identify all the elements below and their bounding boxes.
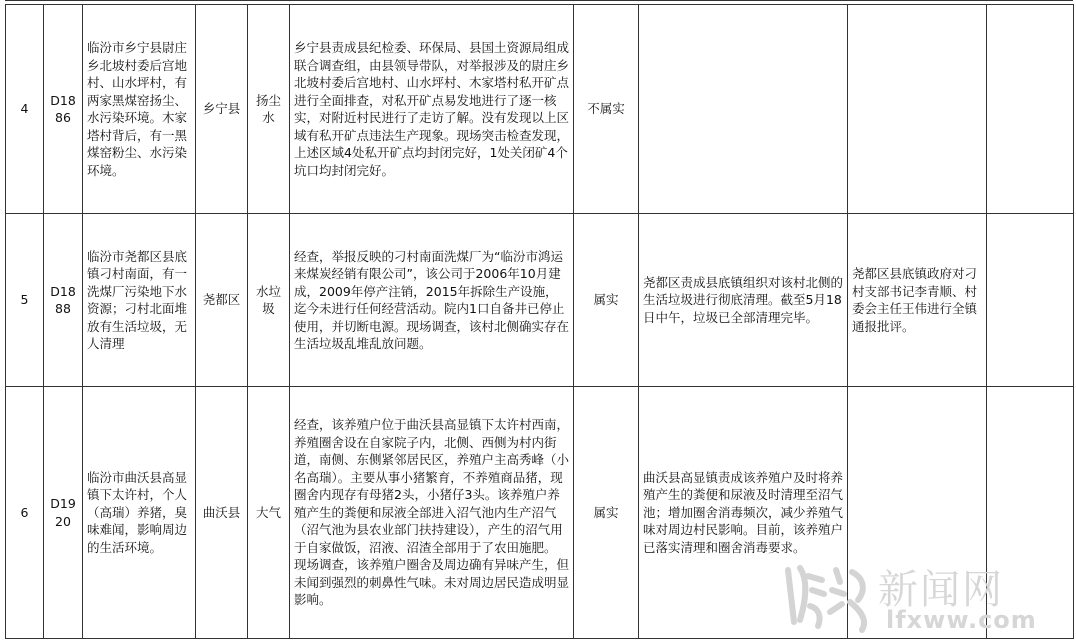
rectification: 尧都区责成县底镇组织对该村北侧的生活垃圾进行彻底清理。截至5月18日中午，垃圾已全部清理完毕。: [639, 214, 848, 387]
county: 曲沃县: [196, 387, 248, 639]
findings-paragraph: 经查，举报反映的刁村南面洗煤厂为“临汾市鸿运来煤炭经销有限公司”，该公司于2006年10月建成，2009年停产注销，2015年拆除生产设施，迄今未进行任何经营活动。院内1口自备井已停止使用，并切断电源。现场调查，该村北侧确实存在生活垃圾乱堆乱放问题。: [294, 248, 570, 351]
investigation-findings: [290, 5, 574, 214]
accountability: [848, 5, 987, 214]
investigation-findings: [290, 387, 574, 639]
findings-paragraph: 现场调查，该养殖户圈舍及周边确有异味产生，但未闻到强烈的刺鼻性气味。未对周边居民造成明显影响。: [294, 557, 570, 608]
table-row: [6, 5, 1074, 214]
pollution-type: 扬尘水: [248, 5, 290, 214]
county: 乡宁县: [196, 5, 248, 214]
accountability: [848, 387, 987, 639]
row-index: 6: [6, 387, 44, 639]
table-row: [6, 214, 1074, 387]
site-url: lfxww.com: [886, 606, 1037, 634]
findings-paragraph: 乡宁县责成县纪检委、环保局、县国土资源局组成联合调查组，由县领导带队，对举报涉及的尉庄乡北坡村委后宫地村、山水坪村、木家塔村私开矿点进行全面排查，对私开矿点易发地进行了逐一核实，对附近村民进行了走访了解。没有发现以上区域有私开矿点违法生产现象。现场突击检查发现，上述区域4处私开矿点均封闭完好，1处关闭矿4个坑口均封闭完好。: [294, 40, 570, 178]
accountability: 尧都区县底镇政府对刁村支部书记李青顺、村委会主任王伟进行全镇通报批评。: [848, 214, 987, 387]
remarks-cell: [987, 387, 1074, 639]
issue-description: 临汾市乡宁县尉庄乡北坡村委后宫地村、山水坪村，有两家黑煤窑扬尘、水污染环境。木家塔村背后，有一黑煤窑粉尘、水污染环境。: [83, 5, 196, 214]
verdict: 不属实: [574, 5, 639, 214]
case-code: D1920: [44, 387, 83, 639]
verdict: 属实: [574, 214, 639, 387]
county: 尧都区: [196, 214, 248, 387]
site-name: 新闻网: [878, 567, 1004, 613]
remarks-cell: [987, 5, 1074, 214]
investigation-findings: [290, 214, 574, 387]
row-index: 5: [6, 214, 44, 387]
findings-paragraph: 经查，该养殖户位于曲沃县高显镇下太许村西南，养殖圈舍设在自家院子内，北侧、西侧为村内街道，南侧、东侧紧邻居民区，养殖户主高秀峰（小名高瑞）。主要从事小猪繁育，不养殖商品猪，现圈舍内现存有母猪2头，小猪仔3头。该养殖户养殖产生的粪便和尿液全部进入沼气池内生产沼气（沼气池为县农业部门扶持建设），产生的沼气用于自家做饭，沼液、沼渣全部用于了农田施肥。: [294, 417, 570, 555]
remarks-cell: [987, 214, 1074, 387]
case-code: D1886: [44, 5, 83, 214]
pollution-type: 水垃圾: [248, 214, 290, 387]
issue-description: 临汾市曲沃县高显镇下太许村，个人（高瑞）养猪，臭味难闻，影响周边的生活环境。: [83, 387, 196, 639]
complaint-table: [5, 4, 1074, 639]
table-row: [6, 387, 1074, 639]
verdict: 属实: [574, 387, 639, 639]
issue-description: 临汾市尧都区县底镇刁村南面，有一洗煤厂污染地下水资源；刁村北面堆放有生活垃圾，无人清理: [83, 214, 196, 387]
case-code: D1888: [44, 214, 83, 387]
row-index: 4: [6, 5, 44, 214]
rectification: [639, 5, 848, 214]
rectification: 曲沃县高显镇责成该养殖户及时将养殖产生的粪便和尿液及时清理至沼气池；增加圈舍消毒频次，减少养殖气味对周边村民影响。目前，该养殖户已落实清理和圈舍消毒要求。: [639, 387, 848, 639]
pollution-type: 大气: [248, 387, 290, 639]
